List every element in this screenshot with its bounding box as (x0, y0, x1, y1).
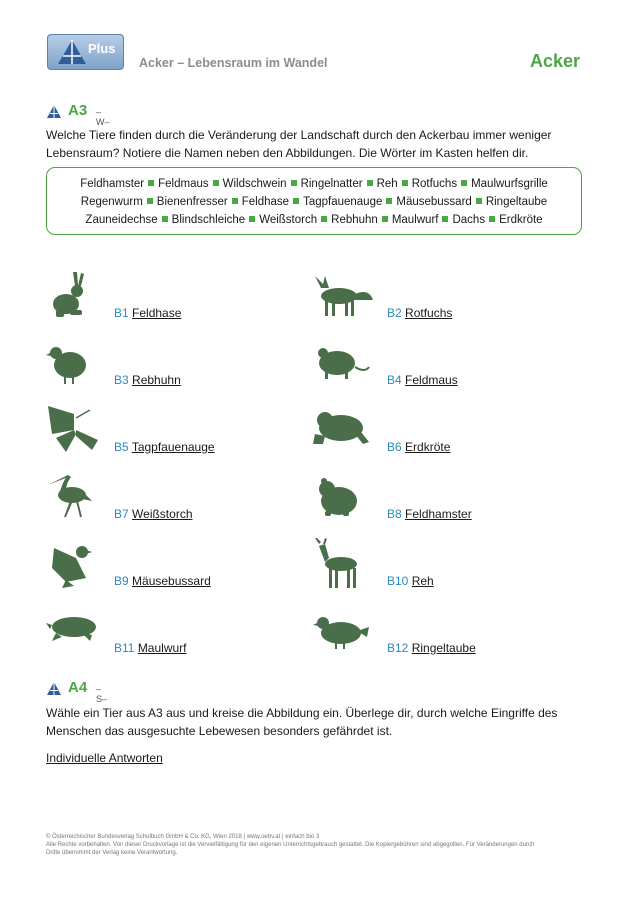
figure-code: B10 (387, 574, 409, 588)
animal-label (114, 574, 211, 588)
word-bank-word: Feldhamster (80, 178, 145, 190)
separator-square-icon (293, 198, 299, 204)
figure-code: B12 (387, 641, 409, 655)
separator-square-icon (442, 216, 448, 222)
instruction-line: Welche Tiere finden durch die Veränderung der Landschaft durch den Ackerbau immer weniger (46, 128, 552, 142)
separator-square-icon (489, 216, 495, 222)
animal-item[interactable] (311, 605, 571, 665)
triangle-logo-icon (57, 39, 87, 65)
pigeon-icon[interactable] (311, 605, 373, 657)
animal-label (114, 440, 215, 454)
separator-square-icon (461, 180, 467, 186)
animal-label (114, 641, 187, 655)
task-a3-instruction (46, 126, 586, 162)
separator-square-icon (232, 198, 238, 204)
word-bank-word: Rotfuchs (411, 178, 458, 190)
figure-code: B9 (114, 574, 129, 588)
animal-name-answer: Feldmaus (405, 373, 458, 387)
figure-code: B7 (114, 507, 129, 521)
word-bank-word: Weißstorch (259, 214, 318, 226)
separator-square-icon (148, 180, 154, 186)
footer-line: Alle Rechte vorbehalten. Von dieser Druckvorlage ist die Vervielfältigung für den eigenen Unterrichtsgebrauch gestattet. Die Kopiergebühren sind abgegolten. Für Veränderungen durch (46, 842, 535, 848)
logo-plus-text: Plus (88, 41, 116, 56)
deer-icon[interactable] (311, 538, 373, 590)
animal-label (387, 440, 450, 454)
word-bank-word: Tagpfauenauge (303, 196, 383, 208)
fox-icon[interactable] (311, 270, 373, 322)
animal-name-answer: Rebhuhn (132, 373, 181, 387)
partridge-icon[interactable] (46, 337, 108, 389)
figure-code: B1 (114, 306, 129, 320)
animal-name-answer: Reh (411, 574, 434, 588)
word-bank-word: Reh (376, 178, 398, 190)
instruction-line: Lebensraum? Notiere die Namen neben den Abbildungen. Die Wörter im Kasten helfen dir. (46, 146, 529, 160)
figure-code: B3 (114, 373, 129, 387)
animal-name-answer: Weißstorch (132, 507, 193, 521)
separator-square-icon (367, 180, 373, 186)
figure-code: B8 (387, 507, 402, 521)
animal-name-answer: Erdkröte (405, 440, 451, 454)
word-bank-word: Feldmaus (158, 178, 209, 190)
instruction-line: Wähle ein Tier aus A3 aus und kreise die Abbildung ein. Überlege dir, durch welche Eingriffe des (46, 706, 558, 720)
figure-code: B6 (387, 440, 402, 454)
animal-item[interactable] (311, 270, 571, 330)
separator-square-icon (382, 216, 388, 222)
separator-square-icon (213, 180, 219, 186)
word-bank-word: Regenwurm (80, 196, 143, 208)
triangle-marker-icon (47, 105, 61, 118)
footer-line: Dritte übernimmt der Verlag keine Verantwortung. (46, 850, 178, 856)
separator-square-icon (402, 180, 408, 186)
butterfly-icon[interactable] (46, 404, 108, 456)
separator-square-icon (291, 180, 297, 186)
word-bank-word: Rebhuhn (331, 214, 378, 226)
animal-item[interactable] (46, 404, 306, 464)
animal-label (387, 574, 434, 588)
animal-label (387, 306, 452, 320)
task-number: A3 (68, 102, 88, 119)
word-bank-word: Bienenfresser (156, 196, 228, 208)
animal-name-answer: Feldhamster (405, 507, 472, 521)
separator-square-icon (321, 216, 327, 222)
animal-label (114, 306, 181, 320)
animal-item[interactable] (311, 538, 571, 598)
animal-item[interactable] (46, 538, 306, 598)
word-bank-word: Erdkröte (499, 214, 543, 226)
animal-item[interactable] (311, 337, 571, 397)
separator-square-icon (476, 198, 482, 204)
stork-icon[interactable] (46, 471, 108, 523)
toad-icon[interactable] (311, 404, 373, 456)
publisher-logo (47, 34, 124, 70)
instruction-line: Menschen das ausgesuchte Lebewesen besonders gefährdet ist. (46, 724, 393, 738)
animal-name-answer: Ringeltaube (411, 641, 476, 655)
word-bank-line (47, 193, 581, 211)
animal-name-answer: Mäusebussard (132, 574, 211, 588)
task-level: –W– (96, 107, 110, 127)
animal-name-answer: Maulwurf (137, 641, 187, 655)
word-bank-word: Mäusebussard (396, 196, 472, 208)
word-bank-word: Dachs (452, 214, 486, 226)
page-title: Acker (529, 51, 580, 71)
separator-square-icon (386, 198, 392, 204)
animal-label (387, 641, 476, 655)
animal-label (387, 373, 458, 387)
hamster-icon[interactable] (311, 471, 373, 523)
figure-code: B11 (114, 641, 135, 655)
animal-label (114, 507, 193, 521)
word-bank-word: Ringelnatter (300, 178, 363, 190)
task-a4-instruction (46, 704, 586, 740)
buzzard-icon[interactable] (46, 538, 108, 590)
answer-text: Individuelle Antworten (46, 751, 163, 765)
word-bank-word: Zauneidechse (85, 214, 158, 226)
animal-item[interactable] (46, 605, 306, 665)
figure-code: B2 (387, 306, 402, 320)
figure-code: B4 (387, 373, 402, 387)
word-bank-word: Blindschleiche (171, 214, 246, 226)
animal-item[interactable] (311, 404, 571, 464)
word-bank-word: Maulwurf (391, 214, 439, 226)
separator-square-icon (162, 216, 168, 222)
page-subtitle: Acker – Lebensraum im Wandel (139, 56, 328, 70)
animal-name-answer: Tagpfauenauge (131, 440, 215, 454)
separator-square-icon (249, 216, 255, 222)
word-bank-word: Wildschwein (222, 178, 287, 190)
animal-item[interactable] (46, 337, 306, 397)
animal-label (114, 373, 181, 387)
triangle-marker-icon (47, 682, 61, 695)
figure-code: B5 (114, 440, 129, 454)
animal-item[interactable] (46, 270, 306, 330)
task-level: –S– (96, 684, 108, 704)
separator-square-icon (147, 198, 153, 204)
animal-item[interactable] (311, 471, 571, 531)
word-bank-box (46, 167, 582, 235)
mole-icon[interactable] (46, 605, 108, 657)
word-bank-word: Ringeltaube (485, 196, 548, 208)
mouse-icon[interactable] (311, 337, 373, 389)
word-bank-word: Feldhase (241, 196, 290, 208)
footer-line: © Österreichischer Bundesverlag Schulbuch GmbH & Co. KG, Wien 2018 | www.oebv.at | einfach bio 3 (46, 834, 320, 840)
hare-icon[interactable] (46, 270, 108, 322)
word-bank-word: Maulwurfsgrille (471, 178, 548, 190)
animal-name-answer: Feldhase (132, 306, 182, 320)
word-bank-line (47, 175, 581, 193)
animal-label (387, 507, 472, 521)
animal-name-answer: Rotfuchs (405, 306, 453, 320)
word-bank-line (47, 211, 581, 229)
task-number: A4 (68, 679, 88, 696)
animal-item[interactable] (46, 471, 306, 531)
copyright-footer (46, 833, 586, 857)
